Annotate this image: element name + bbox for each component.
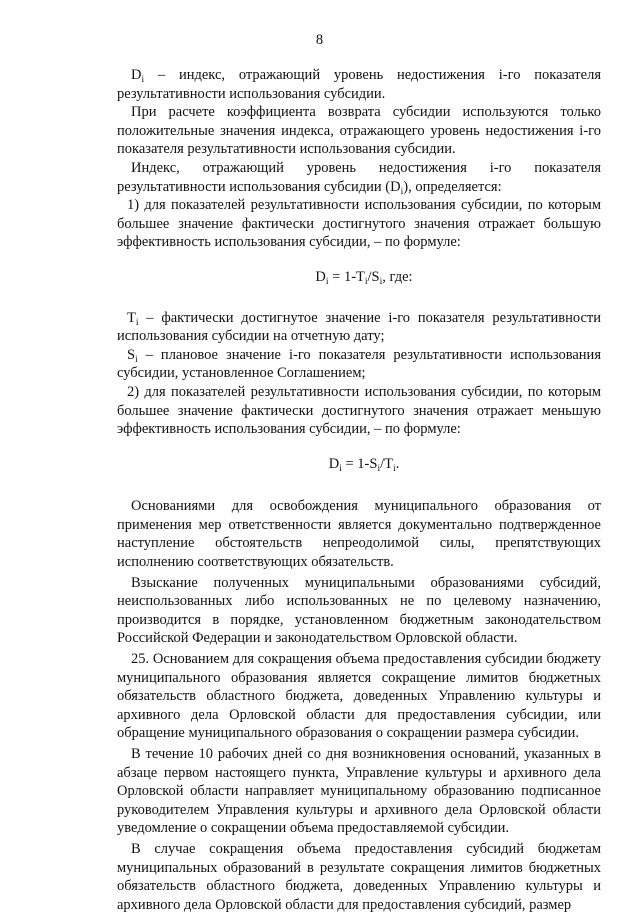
paragraph-notification: В течение 10 рабочих дней со дня возникновения оснований, указанных в абзаце первом настоящего пункта, Управление культуры и архивного дела Орловской области направляет муниципальному образованию подписанное руководителем Управления культуры и архивного дела Орловской области уведомление о сокращении объема предоставляемой субсидии. [117,746,601,837]
document-body [117,66,601,914]
paragraph-index-definition: $D_i$ – индекс, отражающий уровень недостижения i-го показателя результативности использования субсидии. [117,67,601,102]
paragraph-ti-definition: $T_i$ – фактически достигнутое значение i-го показателя результативности использования субсидии на отчетную дату; [117,309,601,345]
paragraph-item-25: 25. Основанием для сокращения объема предоставления субсидии бюджету муниципального образования является сокращение лимитов бюджетных обязательств областного бюджета, доведенных Управлению культуры и архивного дела Орловской области для предоставления субсидии, или обращение муниципального образования о сокращении размера субсидии. [117,651,601,742]
paragraph-case-1: 1) для показателей результативности использования субсидии, по которым большее значение фактически достигнутого значения отражает большую эффективность использования субсидии, – по формуле: [117,197,601,251]
page-number: 8 [315,32,324,48]
formula-1: $D_i = 1-T_i/S_i$, где: [315,268,413,287]
paragraph-positive-values: При расчете коэффициента возврата субсидии используются только положительные значения индекса, отражающего уровень недостижения i-го показателя результативности использования субсидии. [117,104,601,158]
paragraph-si-definition: $S_i$ – плановое значение i-го показателя результативности использования субсидии, установленное Соглашением; [117,346,601,382]
formula-2: $D_i = 1-S_i/T_i$. [328,455,400,474]
paragraph-recovery: Взыскание полученных муниципальными образованиями субсидий, неиспользованных либо использованных не по целевому назначению, производится в порядке, установленном бюджетным законодательством Российской Федерации и законодательством Орловской области. [117,574,601,647]
paragraph-case-2: 2) для показателей результативности использования субсидии, по которым большее значение фактически достигнутого значения отражает меньшую эффективность использования субсидии, – по формуле: [117,383,601,438]
paragraph-force-majeure: Основаниями для освобождения муниципального образования от применения мер ответственности является документально подтвержденное наступление обстоятельств непреодолимой силы, препятствующих исполнению соответствующих обязательств. [117,498,601,571]
paragraph-index-determined: Индекс, отражающий уровень недостижения i-го показателя результативности использования субсидии $(D_i)$, определяется: [117,159,601,197]
paragraph-reduction-case: В случае сокращения объема предоставления субсидий бюджетам муниципальных образований в результате сокращения лимитов бюджетных обязательств областного бюджета, доведенных Управлению культуры и архивного дела Орловской области для предоставления субсидий, размер [117,840,601,913]
